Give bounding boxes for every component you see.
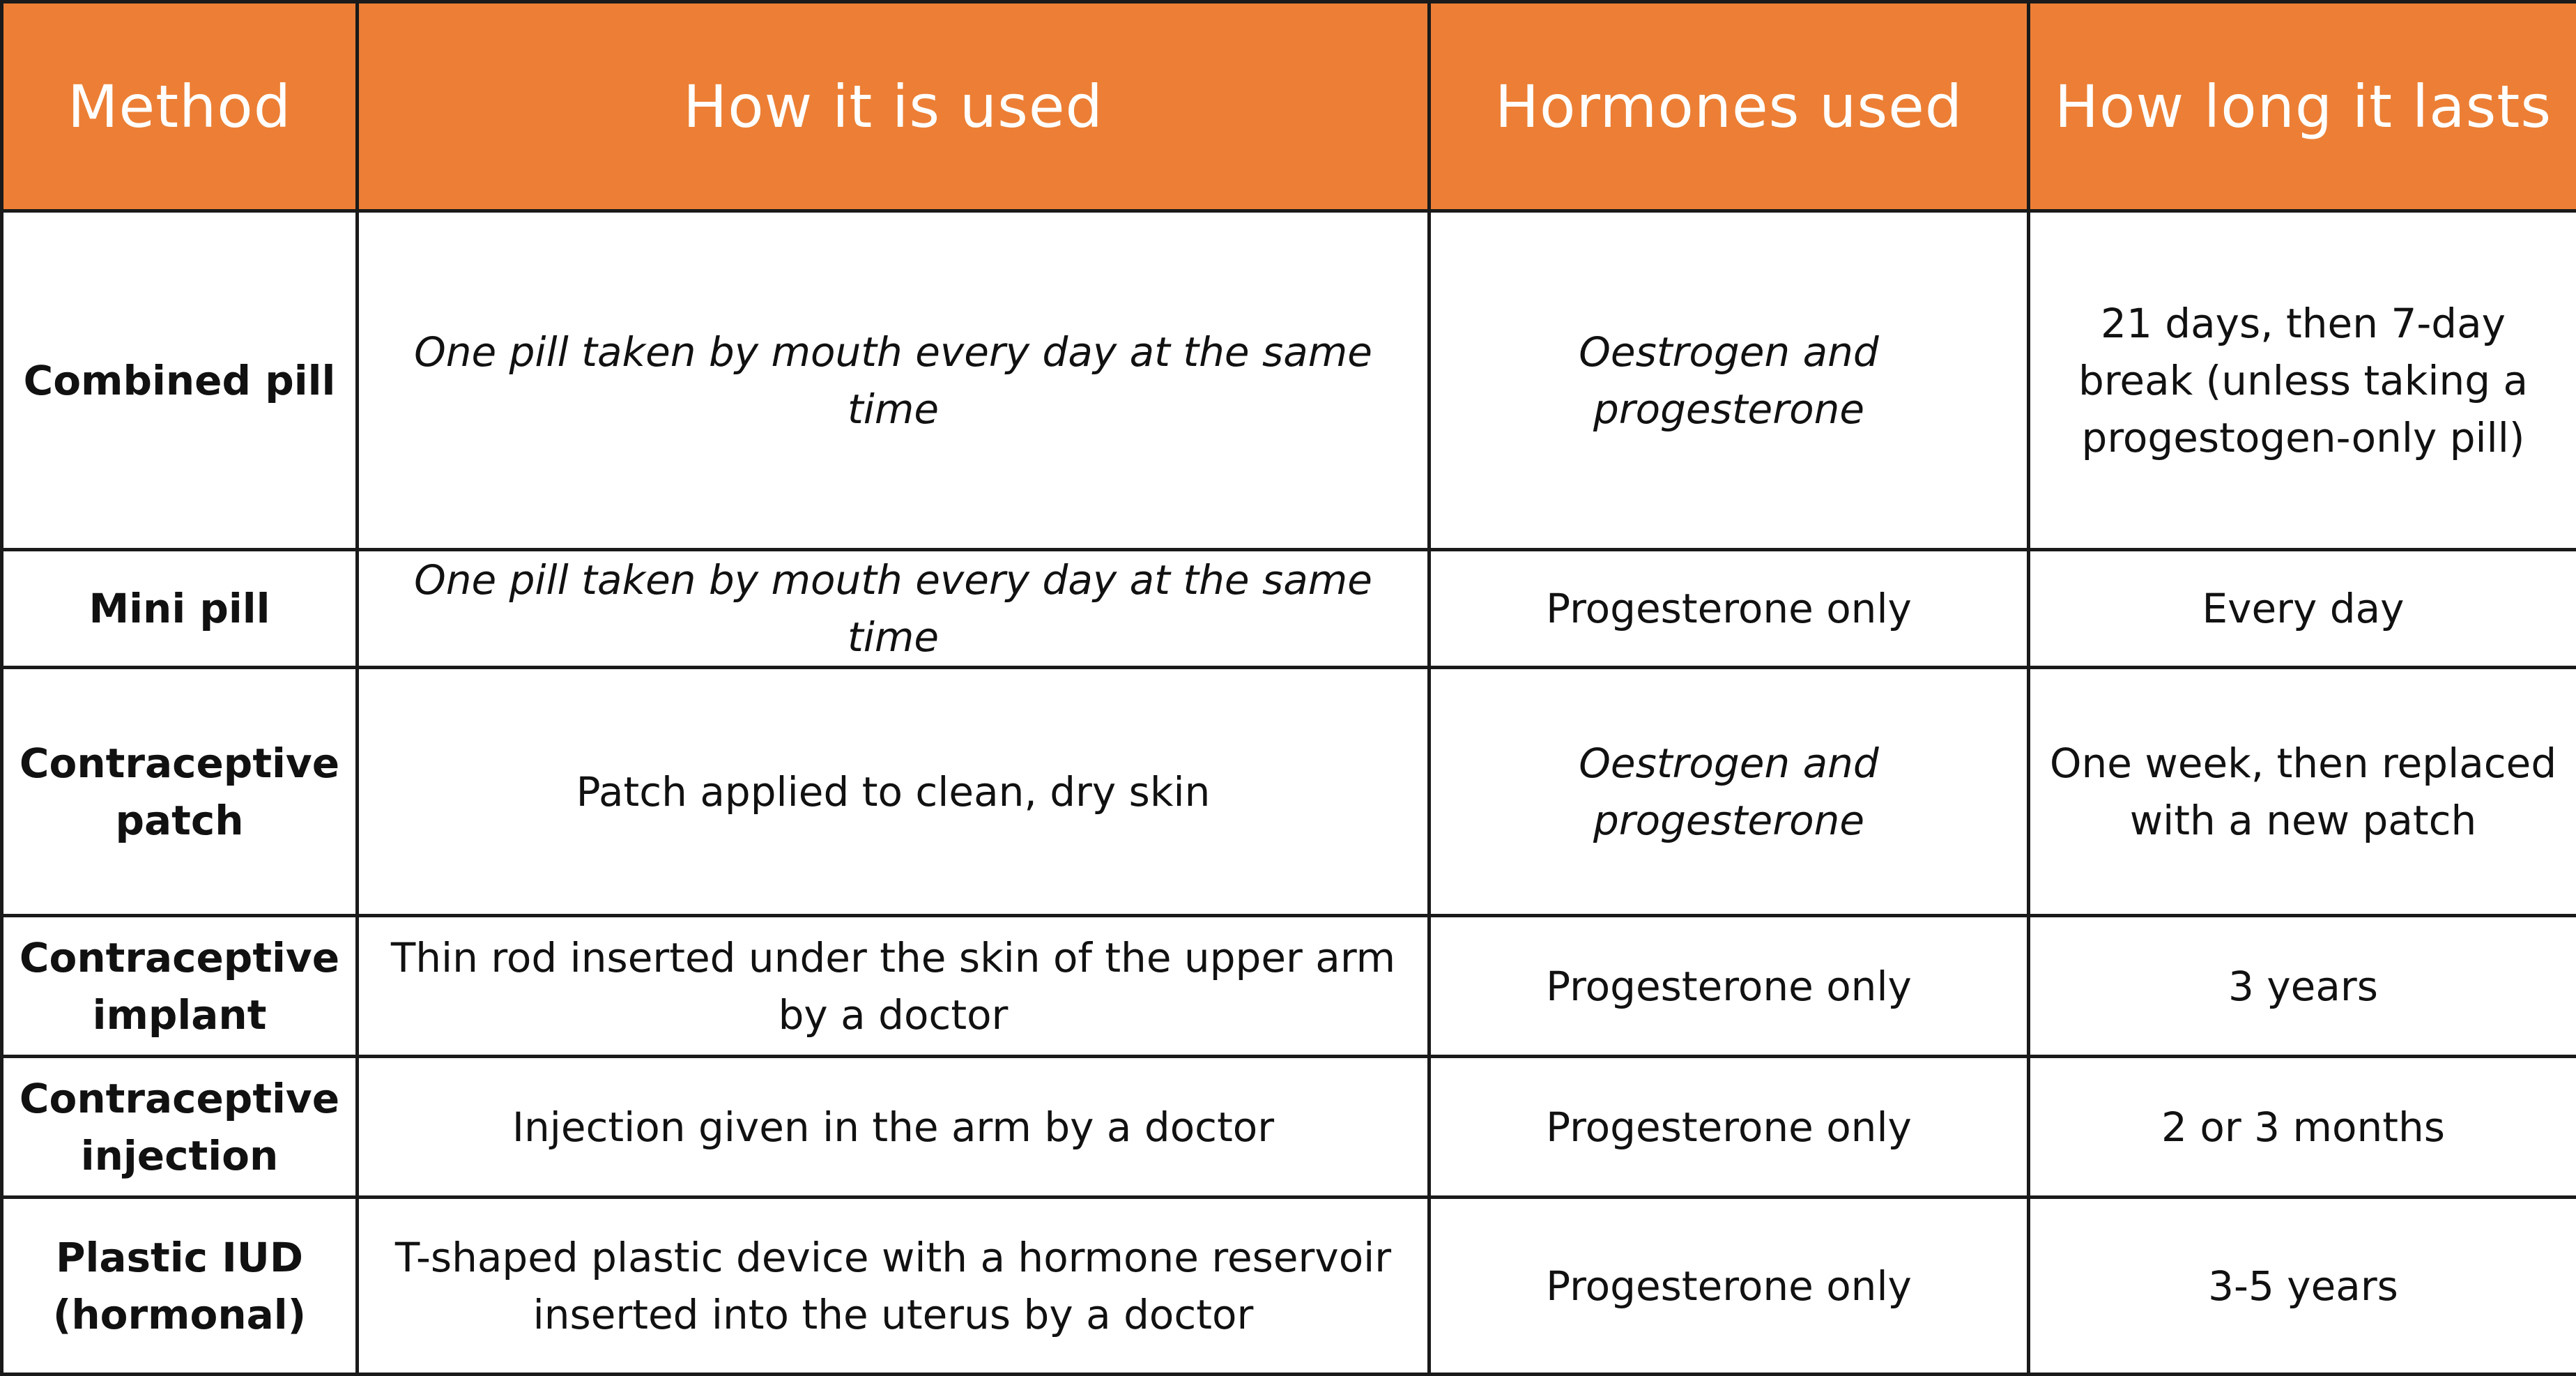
header-row [2, 2, 2576, 211]
how-used-cell: One pill taken by mouth every day at the same time [358, 211, 1429, 550]
method-cell: Contraceptive patch [2, 668, 358, 916]
duration-cell: One week, then replaced with a new patch [2029, 668, 2576, 916]
hormones-cell: Progesterone only [1429, 550, 2029, 668]
how-used-cell: T-shaped plastic device with a hormone reservoir inserted into the uterus by a doctor [358, 1198, 1429, 1375]
duration-cell: 3 years [2029, 916, 2576, 1057]
table-row [2, 668, 2576, 916]
duration-cell: 21 days, then 7-day break (unless taking a progestogen-only pill) [2029, 211, 2576, 550]
method-cell: Combined pill [2, 211, 358, 550]
hormones-cell: Progesterone only [1429, 1057, 2029, 1198]
table-header [2, 2, 2576, 211]
table-row [2, 1198, 2576, 1375]
header-how-used: How it is used [358, 2, 1429, 211]
table-row [2, 916, 2576, 1057]
header-hormones: Hormones used [1429, 2, 2029, 211]
hormones-cell: Progesterone only [1429, 916, 2029, 1057]
method-cell: Contraceptive injection [2, 1057, 358, 1198]
how-used-cell: Injection given in the arm by a doctor [358, 1057, 1429, 1198]
table-row [2, 1057, 2576, 1198]
header-method: Method [2, 2, 358, 211]
duration-cell: Every day [2029, 550, 2576, 668]
hormones-cell: Progesterone only [1429, 1198, 2029, 1375]
table-row [2, 211, 2576, 550]
how-used-cell: Thin rod inserted under the skin of the upper arm by a doctor [358, 916, 1429, 1057]
method-cell: Mini pill [2, 550, 358, 668]
table-row [2, 550, 2576, 668]
hormones-cell: Oestrogen and progesterone [1429, 211, 2029, 550]
method-cell: Contraceptive implant [2, 916, 358, 1057]
header-duration: How long it lasts [2029, 2, 2576, 211]
how-used-cell: Patch applied to clean, dry skin [358, 668, 1429, 916]
duration-cell: 2 or 3 months [2029, 1057, 2576, 1198]
method-cell: Plastic IUD (hormonal) [2, 1198, 358, 1375]
how-used-cell: One pill taken by mouth every day at the same time [358, 550, 1429, 668]
hormones-cell: Oestrogen and progesterone [1429, 668, 2029, 916]
table-body [2, 211, 2576, 1375]
duration-cell: 3-5 years [2029, 1198, 2576, 1375]
